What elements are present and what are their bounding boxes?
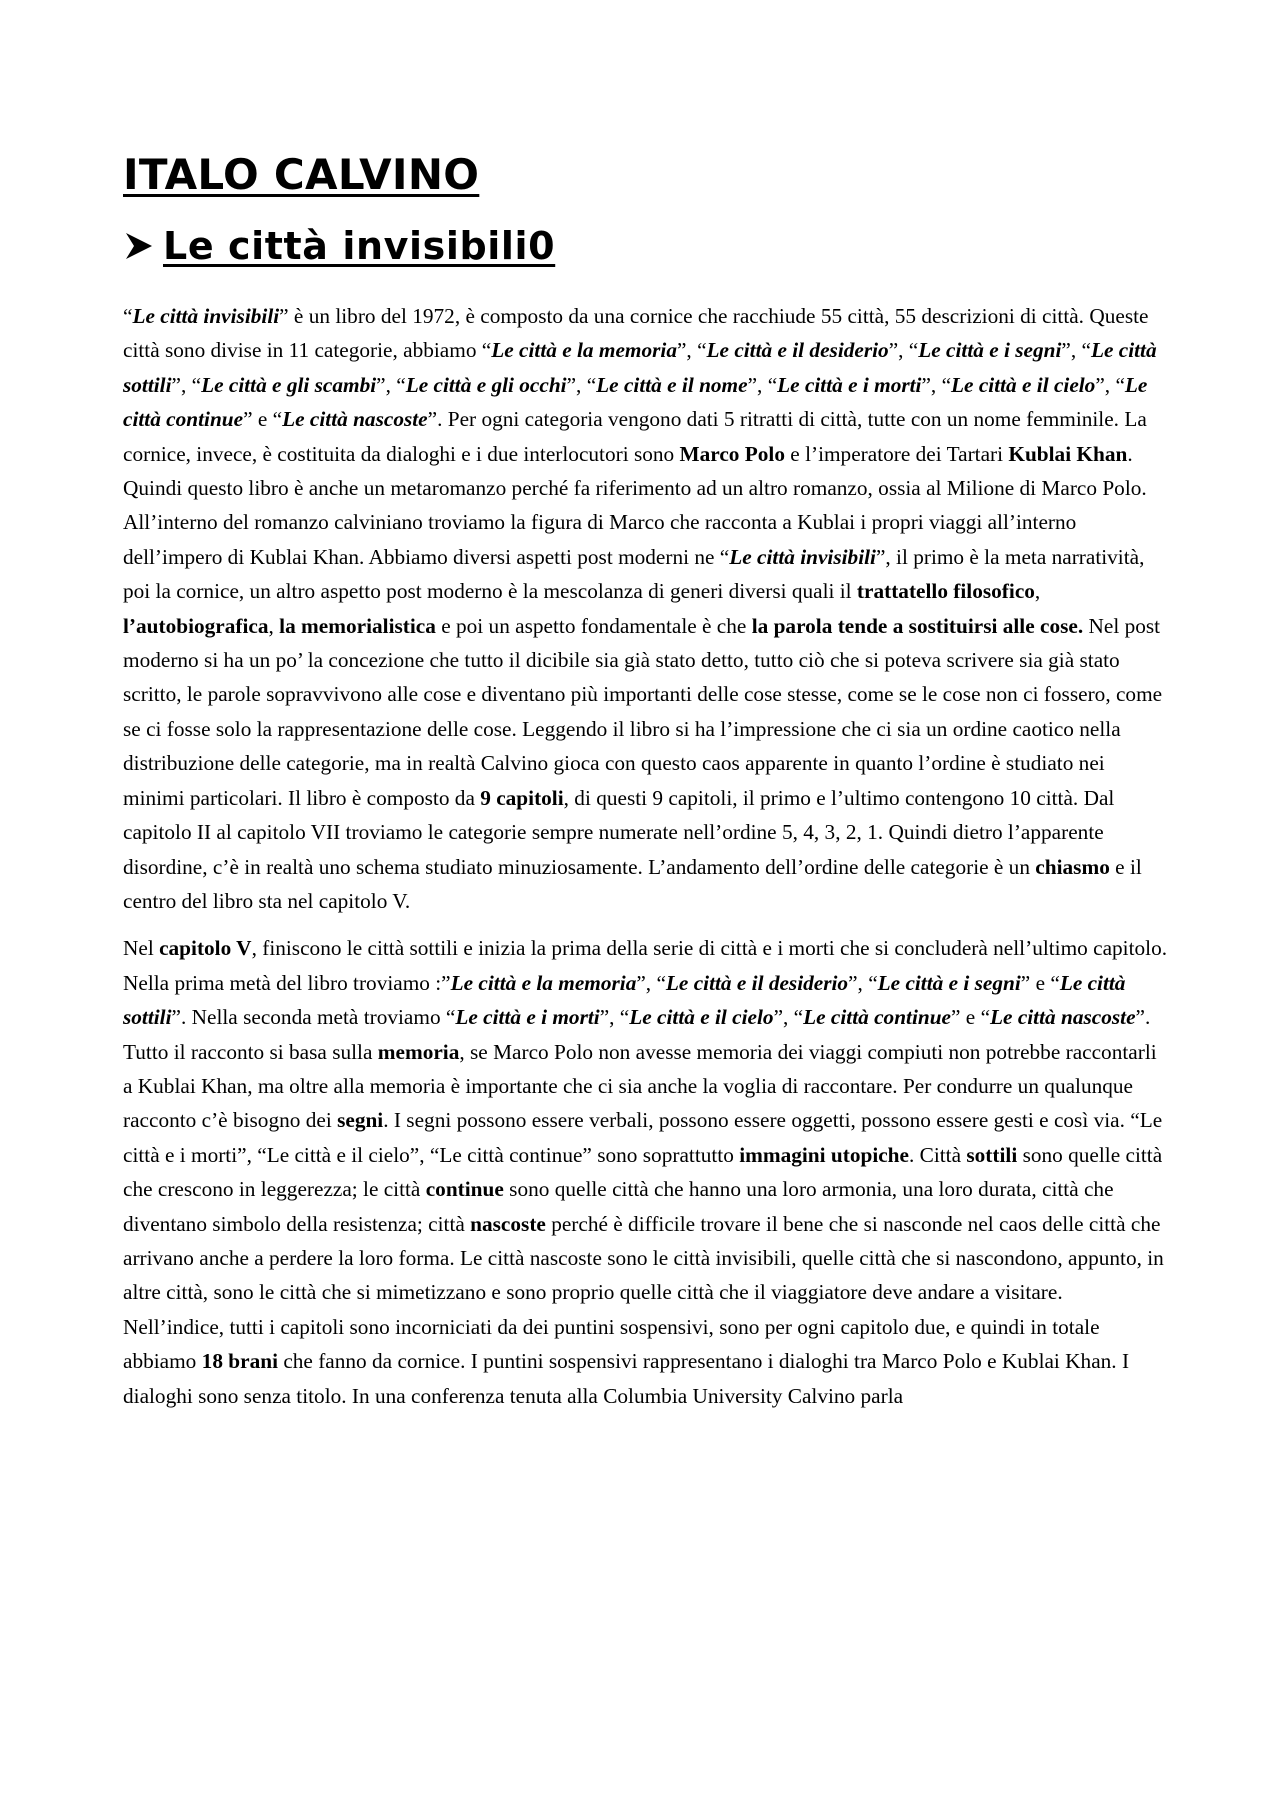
emphasis-text: Le città sottili [123,970,1126,1030]
emphasis-text: Le città e gli occhi [405,372,567,397]
section-heading [123,222,1168,270]
emphasis-text: capitolo V [159,936,252,961]
paragraph [123,299,1168,918]
emphasis-text: Le città e il nome [596,372,748,397]
body-text: e l’imperatore dei Tartari [784,441,1009,466]
emphasis-text: Le città sottili [123,338,1157,397]
body-text: , [268,613,280,638]
document-page [123,150,1168,1413]
body-text: ” è un libro del 1972, è composto da una cornice che racchiude 55 città, 55 descrizioni di città. Queste città sono divise in 11 categorie, abbiamo “ [123,304,1149,363]
body-text: ”, “ [1061,338,1091,363]
paragraph [123,931,1168,1413]
emphasis-text: Le città nascoste [990,1005,1136,1030]
body-text: “ [123,304,133,328]
body-text: ”, “ [676,338,707,363]
section-title: Le città invisibili0 [163,224,556,268]
emphasis-text: Le città continue [123,372,1148,432]
body-text: Nel [123,936,160,961]
body-text: ”. Nella seconda metà troviamo “ [171,1005,456,1030]
emphasis-text: Le città invisibili [729,544,876,569]
emphasis-text: Le città e il cielo [951,372,1096,397]
body-text: ”, “ [171,372,202,397]
emphasis-text: Le città e i segni [918,338,1062,363]
body-text: Nel post moderno si ha un po’ la concezione che tutto il dicibile sia già stato detto, tutto ciò che si poteva scrivere sia già stato scritto, le parole sopravvivono alle cose e diventano più importanti delle cose stesse, come se le cose non ci fossero, come se ci fosse solo la rappresentazione delle cose. Leggendo il libro si ha l’impressione che ci sia un ordine caotico nella distribuzione delle categorie, ma in realtà Calvino gioca con questo caos apparente in quanto l’ordine è studiato nei minimi particolari. Il libro è composto da [123,613,1163,810]
body-text: ”, il primo è la meta narratività, poi la cornice, un altro aspetto post moderno è la mescolanza di generi diversi quali il [123,544,1145,604]
emphasis-text: 9 capitoli [480,785,564,810]
body-text: ”, “ [566,372,597,397]
body-text: , finiscono le città sottili e inizia la prima della serie di città e i morti che si concluderà nell’ultimo capitolo. Nella prima metà del libro troviamo :” [123,936,1168,995]
body-text: e il centro del libro sta nel capitolo V. [123,854,1142,913]
body-text: ”, “ [376,372,406,397]
emphasis-text: sottili [966,1142,1018,1167]
body-text: ”, “ [636,970,666,995]
body-text: ”. Tutto il racconto si basa sulla [123,1005,1151,1064]
body-text: . I segni possono essere verbali, possono essere oggetti, possono essere gesti e così via. “Le città e i morti”, “Le città e il cielo”, “Le città continue” sono soprattutto [123,1108,1163,1167]
body-text: , se Marco Polo non avesse memoria dei viaggi compiuti non potrebbe raccontarli a Kublai Khan, ma oltre alla memoria è importante che ci sia anche la voglia di raccontare. Per condurre un qualunque racconto c’è bisogno dei [123,1039,1157,1133]
body-text: ”, “ [773,1005,804,1030]
body-text: ” e “ [951,1005,991,1030]
arrow-bullet-icon [123,230,155,262]
emphasis-text: segni [337,1108,384,1133]
emphasis-text: l’autobiografica [123,613,269,638]
body-text: e poi un aspetto fondamentale è che [435,613,752,638]
emphasis-text: Le città e il desiderio [665,970,849,995]
body-text: ”, “ [599,1005,630,1030]
emphasis-text: Kublai Khan [1008,441,1128,466]
emphasis-text: immagini utopiche [739,1142,909,1167]
emphasis-text: 18 brani [201,1349,278,1374]
emphasis-text: la parola tende a sostituirsi alle cose. [751,613,1084,638]
body-text: , [1034,579,1041,604]
emphasis-text: Le città e i segni [877,970,1021,995]
emphasis-text: chiasmo [1035,854,1110,879]
emphasis-text: Le città continue [803,1005,952,1030]
emphasis-text: Le città e la memoria [491,338,677,363]
emphasis-text: Le città e i morti [777,372,922,397]
emphasis-text: Le città e gli scambi [201,372,377,397]
emphasis-text: memoria [377,1039,460,1064]
body-text: che fanno da cornice. I puntini sospensivi rappresentano i dialoghi tra Marco Polo e Kublai Khan. I dialoghi sono senza titolo. In una conferenza tenuta alla Columbia University Calvino parla [123,1349,1130,1408]
body-text: ” e “ [1020,970,1060,995]
body-text: ”, “ [888,338,919,363]
emphasis-text: Le città e la memoria [450,970,637,995]
body-text: ”, “ [921,372,952,397]
emphasis-text: Marco Polo [679,441,785,466]
emphasis-text: Le città e il cielo [629,1005,774,1030]
body-text: ”, “ [848,970,878,995]
body-text: ”. Per ogni categoria vengono dati 5 ritratti di città, tutte con un nome femminile. La cornice, invece, è costituita da dialoghi e i due interlocutori sono [123,407,1147,466]
emphasis-text: trattatello filosofico [856,579,1035,604]
emphasis-text: nascoste [470,1211,546,1236]
page-title: ITALO CALVINO [123,150,480,199]
body-text: . Città [908,1142,967,1167]
body-text: perché è difficile trovare il bene che si nasconde nel caos delle città che arrivano anche a perdere la loro forma. Le città nascoste sono le città invisibili, quelle città che si nascondono, appunto, in altre città, sono le città che si mimetizzano e sono proprio quelle città che il viaggiatore deve andare a visitare. Nell’indice, tutti i capitoli sono incorniciati da dei puntini sospensivi, sono per ogni capitolo due, e quindi in totale abbiamo [123,1211,1164,1374]
body-text: . Quindi questo libro è anche un metaromanzo perché fa riferimento ad un altro romanzo, ossia al Milione di Marco Polo. All’interno del romanzo calviniano troviamo la figura di Marco che racconta a Kublai i propri viaggi all’interno dell’impero di Kublai Khan. Abbiamo diversi aspetti post moderni ne “ [123,441,1147,569]
emphasis-text: Le città invisibili [132,304,280,328]
emphasis-text: la memorialistica [279,613,436,638]
body-text: sono quelle città che hanno una loro armonia, una loro durata, città che diventano simbolo della resistenza; città [123,1177,1114,1236]
body-text: ”, “ [1095,372,1125,397]
emphasis-text: Le città e i morti [455,1005,600,1030]
body-text: , di questi 9 capitoli, il primo e l’ultimo contengono 10 città. Dal capitolo II al capitolo VII troviamo le categorie sempre numerate nell’ordine 5, 4, 3, 2, 1. Quindi dietro l’apparente disordine, c’è in realtà uno schema studiato minuziosamente. L’andamento dell’ordine delle categorie è un [123,785,1115,879]
emphasis-text: continue [425,1177,504,1202]
body-text: sono quelle città che crescono in leggerezza; le città [123,1142,1163,1202]
emphasis-text: Le città e il desiderio [706,338,889,363]
emphasis-text: Le città nascoste [282,407,428,432]
body-text: ”, “ [747,372,778,397]
body-text: ” e “ [243,407,283,432]
